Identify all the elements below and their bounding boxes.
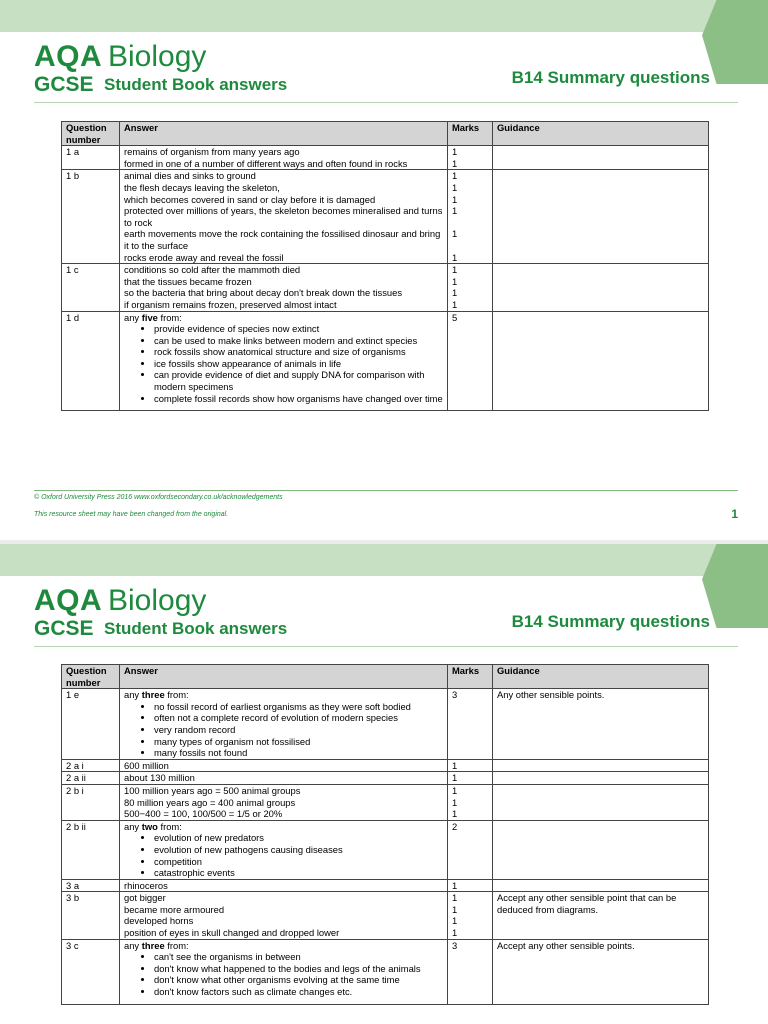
guidance-cell: Accept any other sensible point that can be deduced from diagrams. [493, 892, 709, 939]
answer-cell [120, 264, 448, 311]
list-item: • don't know what happened to the bodies and legs of the animals [154, 963, 443, 975]
table-header-row [62, 122, 709, 146]
answer-cell [120, 170, 448, 264]
page-title: B14 Summary questions [511, 612, 710, 631]
answer-intro: any five from: [124, 311, 182, 323]
bullet-list [124, 701, 443, 759]
mark: 1 [452, 759, 458, 771]
column-header-marks: Marks [448, 122, 493, 146]
answer-line: 80 million years ago = 400 animal groups [124, 796, 296, 808]
logo-subject: Biology [108, 40, 207, 73]
column-header-guidance: Guidance [493, 665, 709, 689]
answers-table [61, 121, 709, 411]
answer-line: about 130 million [124, 772, 195, 784]
bullet-list [124, 323, 443, 404]
question-number: 3 a [62, 879, 120, 892]
question-number: 2 a i [62, 759, 120, 772]
aqa-logo: AQA [34, 40, 103, 73]
mark: 1 [452, 181, 458, 193]
guidance-cell [493, 772, 709, 785]
answer-line: rhinoceros [124, 879, 168, 891]
mark: 1 [452, 915, 458, 927]
question-number: 3 b [62, 892, 120, 939]
column-header-question: Question number [62, 665, 120, 689]
bullet-list [124, 832, 443, 878]
bullet-list [124, 951, 443, 997]
header-divider [34, 646, 738, 647]
marks-cell [448, 689, 493, 760]
question-number: 1 b [62, 170, 120, 264]
mark: 1 [452, 275, 458, 287]
answer-cell [120, 146, 448, 170]
guidance-cell: Any other sensible points. [493, 689, 709, 760]
list-item: • can't see the organisms in between [154, 951, 443, 963]
answer-cell [120, 772, 448, 785]
list-item: • rock fossils show anatomical structure and size of organisms [154, 346, 443, 358]
marks-cell [448, 892, 493, 939]
table-row [62, 170, 709, 264]
answer-line: 500−400 = 100, 100/500 = 1/5 or 20% [124, 808, 283, 820]
book-title: Student Book answers [104, 619, 288, 638]
book-title: Student Book answers [104, 75, 288, 94]
answer-cell [120, 311, 448, 411]
answer-line: became more armoured [124, 903, 225, 915]
list-item: • often not a complete record of evolution of modern species [154, 712, 443, 724]
mark: 1 [452, 251, 458, 263]
mark-spacer [452, 240, 488, 252]
marks-cell [448, 772, 493, 785]
list-item: • ice fossils show appearance of animals in life [154, 358, 443, 370]
mark: 3 [452, 939, 458, 951]
page-number: 1 [731, 507, 738, 521]
table-header-row [62, 665, 709, 689]
table-row [62, 772, 709, 785]
guidance-cell: Accept any other sensible points. [493, 939, 709, 1004]
answer-line: 600 million [124, 759, 169, 771]
marks-cell [448, 146, 493, 170]
mark: 1 [452, 772, 458, 784]
question-number: 1 e [62, 689, 120, 760]
answer-line: so the bacteria that bring about decay don't break down the tissues [124, 287, 403, 299]
marks-cell [448, 264, 493, 311]
answer-cell [120, 820, 448, 879]
guidance-cell [493, 264, 709, 311]
logo-gcse: GCSE [34, 617, 94, 640]
list-item: • very random record [154, 724, 443, 736]
mark: 1 [452, 796, 458, 808]
question-number: 1 a [62, 146, 120, 170]
list-item: • many types of organism not fossilised [154, 736, 443, 748]
mark: 1 [452, 205, 458, 217]
answer-line: protected over millions of years, the skeleton becomes mineralised and turns to rock [124, 205, 443, 228]
logo-gcse: GCSE [34, 73, 94, 96]
page-title: B14 Summary questions [511, 68, 710, 87]
answer-line: conditions so cold after the mammoth died [124, 264, 301, 276]
page-2 [0, 544, 768, 1024]
answer-line: the flesh decays leaving the skeleton, [124, 181, 280, 193]
table-row [62, 759, 709, 772]
marks-cell [448, 311, 493, 411]
answer-line: animal dies and sinks to ground [124, 170, 256, 182]
list-item: • complete fossil records show how organisms have changed over time [154, 393, 443, 405]
answer-intro: any three from: [124, 939, 189, 951]
table-row [62, 689, 709, 760]
mark: 3 [452, 689, 458, 701]
table-row [62, 879, 709, 892]
column-header-marks: Marks [448, 665, 493, 689]
marks-cell [448, 170, 493, 264]
list-item: • evolution of new predators [154, 832, 443, 844]
answer-line: rocks erode away and reveal the fossil [124, 251, 284, 263]
mark: 5 [452, 311, 458, 323]
mark: 2 [452, 820, 458, 832]
column-header-answer: Answer [120, 122, 448, 146]
answer-cell [120, 784, 448, 820]
mark: 1 [452, 170, 458, 182]
guidance-cell [493, 759, 709, 772]
answer-line: earth movements move the rock containing the fossilised dinosaur and bring it to the surface [124, 228, 441, 251]
answer-line: developed horns [124, 915, 194, 927]
answer-intro: any three from: [124, 689, 189, 701]
mark: 1 [452, 193, 458, 205]
answer-line: which becomes covered in sand or clay before it is damaged [124, 193, 376, 205]
mark: 1 [452, 264, 458, 276]
answer-line: position of eyes in skull changed and dropped lower [124, 927, 340, 939]
logo-subject: Biology [108, 584, 207, 617]
mark: 1 [452, 287, 458, 299]
list-item: • don't know factors such as climate changes etc. [154, 986, 443, 998]
answer-line: that the tissues became frozen [124, 275, 252, 287]
marks-cell [448, 820, 493, 879]
table-row [62, 892, 709, 939]
table-row [62, 311, 709, 411]
column-header-answer: Answer [120, 665, 448, 689]
question-number: 2 a ii [62, 772, 120, 785]
copyright-text: © Oxford University Press 2016 www.oxfordsecondary.co.uk/acknowledgements [34, 494, 283, 501]
mark: 1 [452, 298, 458, 310]
answer-cell [120, 879, 448, 892]
mark: 1 [452, 157, 458, 169]
marks-cell [448, 939, 493, 1004]
guidance-cell [493, 879, 709, 892]
answers-table [61, 664, 709, 1005]
answer-line: formed in one of a number of different ways and often found in rocks [124, 157, 408, 169]
column-header-guidance: Guidance [493, 122, 709, 146]
guidance-cell [493, 311, 709, 411]
answer-cell [120, 892, 448, 939]
question-number: 3 c [62, 939, 120, 1004]
footer-note: This resource sheet may have been changed from the original. [34, 511, 229, 518]
mark: 1 [452, 903, 458, 915]
header-tab [702, 544, 768, 628]
list-item: • can provide evidence of diet and supply DNA for comparison with modern specimens [154, 369, 443, 392]
mark: 1 [452, 879, 458, 891]
column-header-question: Question number [62, 122, 120, 146]
table-row [62, 264, 709, 311]
mark: 1 [452, 892, 458, 904]
footer-divider [34, 490, 738, 491]
table-row [62, 146, 709, 170]
list-item: • provide evidence of species now extinct [154, 323, 443, 335]
table-row [62, 820, 709, 879]
mark: 1 [452, 784, 458, 796]
list-item: • don't know what other organisms evolving at the same time [154, 974, 443, 986]
list-item: • no fossil record of earliest organisms as they were soft bodied [154, 701, 443, 713]
header-divider [34, 102, 738, 103]
mark: 1 [452, 146, 458, 158]
guidance-cell [493, 146, 709, 170]
guidance-cell [493, 784, 709, 820]
mark-spacer [452, 217, 488, 229]
guidance-cell [493, 170, 709, 264]
table-row [62, 784, 709, 820]
list-item: • evolution of new pathogens causing diseases [154, 844, 443, 856]
list-item: • competition [154, 856, 443, 868]
list-item: • many fossils not found [154, 747, 443, 759]
answer-cell [120, 759, 448, 772]
aqa-logo: AQA [34, 584, 103, 617]
answer-cell [120, 689, 448, 760]
mark: 1 [452, 808, 458, 820]
answer-line: if organism remains frozen, preserved almost intact [124, 298, 337, 310]
question-number: 1 d [62, 311, 120, 411]
table-row [62, 939, 709, 1004]
answer-cell [120, 939, 448, 1004]
answer-line: remains of organism from many years ago [124, 146, 300, 158]
header-tab [702, 0, 768, 84]
question-number: 2 b i [62, 784, 120, 820]
marks-cell [448, 879, 493, 892]
list-item: • can be used to make links between modern and extinct species [154, 335, 443, 347]
question-number: 1 c [62, 264, 120, 311]
mark: 1 [452, 927, 458, 939]
question-number: 2 b ii [62, 820, 120, 879]
header-band [0, 544, 768, 576]
guidance-cell [493, 820, 709, 879]
mark: 1 [452, 228, 458, 240]
marks-cell [448, 784, 493, 820]
header-band [0, 0, 768, 32]
answer-intro: any two from: [124, 820, 182, 832]
list-item: • catastrophic events [154, 867, 443, 879]
answer-line: got bigger [124, 892, 166, 904]
marks-cell [448, 759, 493, 772]
answer-line: 100 million years ago = 500 animal groups [124, 784, 301, 796]
